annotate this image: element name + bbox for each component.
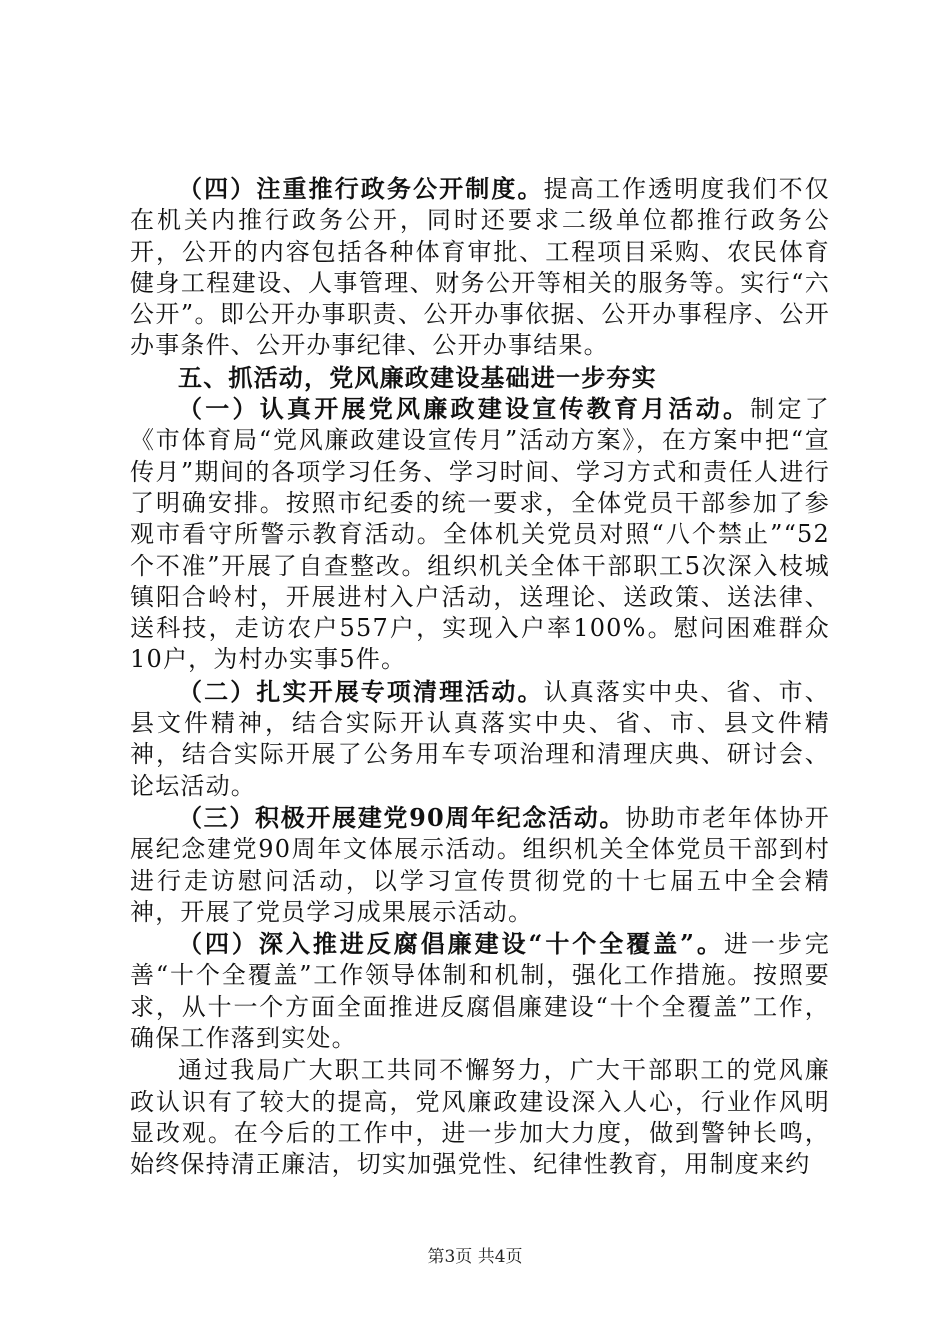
paragraph-conclusion	[130, 1054, 830, 1180]
paragraph-text: 进一步完善“十个全覆盖”工作领导体制和机制，强化工作措施。按照要求，从十一个方面全面推进反腐倡廉建设“十个全覆盖”工作，确保工作落到实处。	[130, 930, 830, 1053]
paragraph-open-government	[130, 173, 830, 362]
paragraph-text: 制定了《市体育局“党风廉政建设宣传月”活动方案》，在方案中把“宣传月”期间的各项学习任务、学习时间、学习方式和责任人进行了明确安排。按照市纪委的统一要求，全体党员干部参加了参观市看守所警示教育活动。全体机关党员对照“八个禁止”“52个不准”开展了自查整改。组织机关全体干部职工5次深入枝城镇阳合岭村，开展进村入户活动，送理论、送政策、送法律、送科技，走访农户557户，实现入户率100%。慰问困难群众10户，为村办实事5件。	[130, 395, 831, 674]
paragraph-text: 通过我局广大职工共同不懈努力，广大干部职工的党风廉政认识有了较大的提高，党风廉政建设深入人心，行业作风明显改观。在今后的工作中，进一步加大力度，做到警钟长鸣，始终保持清正廉洁，切实加强党性、纪律性教育，用制度来约	[130, 1056, 830, 1179]
paragraph-bold-lead: （二）扎实开展专项清理活动。	[178, 676, 544, 706]
paragraph-bold-lead: （三）积极开展建党90周年纪念活动。	[178, 802, 626, 832]
document-body	[130, 173, 830, 1181]
paragraph-text: 认真落实中央、省、市、县文件精神，结合实际开认真落实中央、省、市、县文件精神，结合实际开展了公务用车专项治理和清理庆典、研讨会、论坛活动。	[130, 677, 830, 800]
section-heading: 五、抓活动，党风廉政建设基础进一步夯实	[178, 362, 657, 392]
paragraph-education-month	[130, 393, 830, 676]
paragraph-special-cleanup	[130, 676, 830, 802]
page-number-footer: 第3页 共4页	[427, 1247, 523, 1267]
paragraph-bold-lead: （四）注重推行政务公开制度。	[178, 174, 544, 203]
paragraph-bold-lead: （一）认真开展党风廉政建设宣传教育月活动。	[178, 394, 751, 424]
paragraph-ten-coverage	[130, 928, 830, 1054]
paragraph-anniversary	[130, 802, 830, 928]
paragraph-text: 提高工作透明度我们不仅在机关内推行政务公开，同时还要求二级单位都推行政务公开，公开的内容包括各种体育审批、工程项目采购、农民体育健身工程建设、人事管理、财务公开等相关的服务等。实行“六公开”。即公开办事职责、公开办事依据、公开办事程序、公开办事条件、公开办事纪律、公开办事结果。	[130, 175, 830, 360]
paragraph-text: 协助市老年体协开展纪念建党90周年文体展示活动。组织机关全体党员干部到村进行走访慰问活动，以学习宣传贯彻党的十七届五中全会精神，开展了党员学习成果展示活动。	[130, 803, 830, 926]
paragraph-bold-lead: （四）深入推进反腐倡廉建设“十个全覆盖”。	[178, 929, 724, 959]
